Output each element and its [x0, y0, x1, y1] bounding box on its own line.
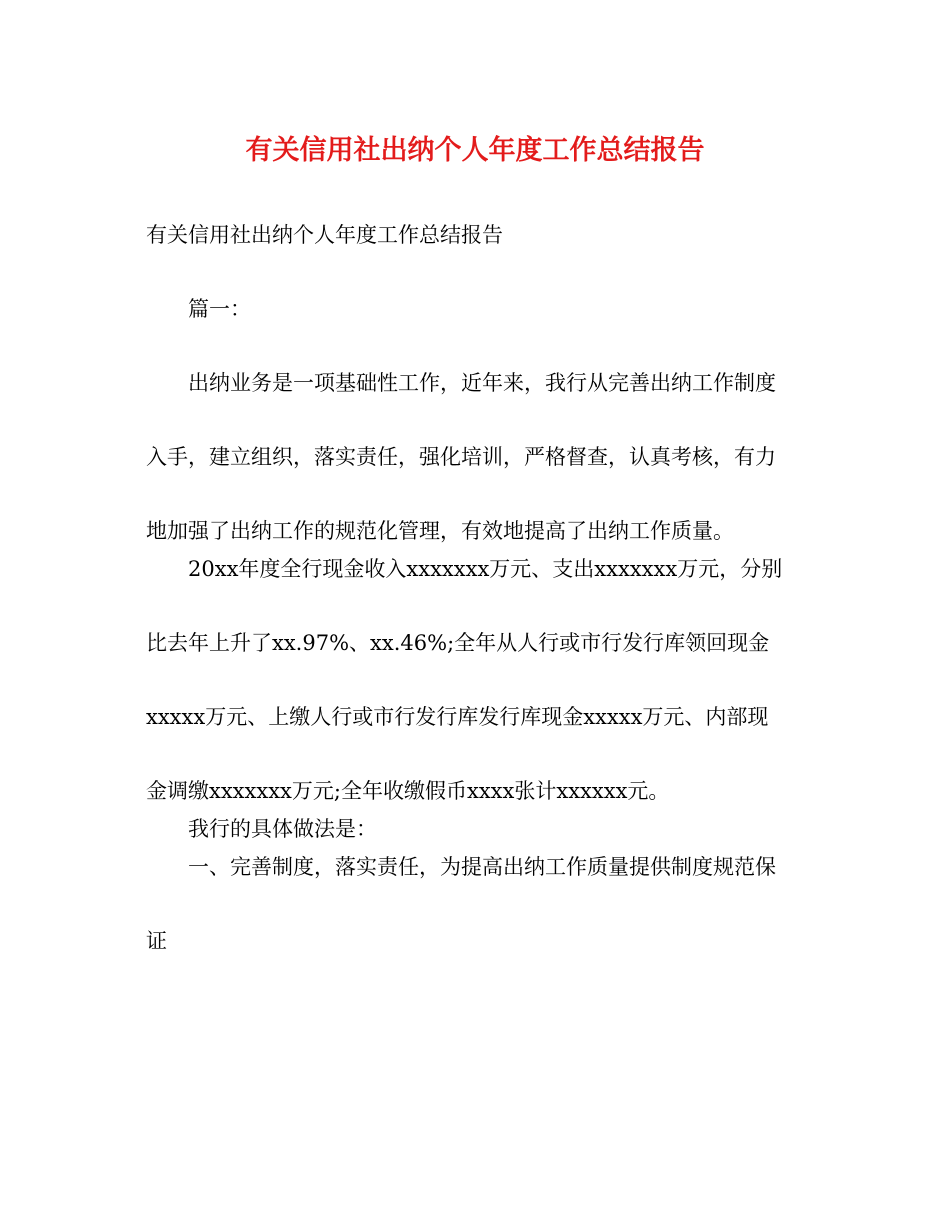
paragraph-line: xxxxx万元、上缴人行或市行发行库发行库现金xxxxx万元、内部现: [146, 705, 769, 729]
paragraph-line: 我行的具体做法是：: [188, 817, 377, 841]
paragraph-line: 一、完善制度，落实责任，为提高出纳工作质量提供制度规范保: [188, 855, 776, 879]
paragraph-line: 比去年上升了xx.97%、xx.46%;全年从人行或市行发行库领回现金: [146, 631, 770, 655]
paragraph-line: 20xx年度全行现金收入xxxxxxx万元、支出xxxxxxx万元，分别: [188, 557, 783, 581]
document-title: 有关信用社出纳个人年度工作总结报告: [245, 135, 705, 166]
section-label: 篇一：: [188, 297, 251, 321]
paragraph-line: 入手，建立组织，落实责任，强化培训，严格督查，认真考核，有力: [146, 445, 776, 469]
paragraph-2: [146, 550, 802, 810]
paragraph-1: [146, 364, 802, 550]
paragraph-3: [146, 810, 802, 848]
document-subtitle: 有关信用社出纳个人年度工作总结报告: [146, 223, 503, 247]
paragraph-4: [146, 848, 802, 960]
paragraph-line: 出纳业务是一项基础性工作，近年来，我行从完善出纳工作制度: [188, 371, 776, 395]
paragraph-line: 地加强了出纳工作的规范化管理，有效地提高了出纳工作质量。: [146, 519, 734, 543]
paragraph-line: 证: [146, 929, 167, 953]
document-body: [146, 216, 802, 960]
paragraph-line: 金调缴xxxxxxx万元;全年收缴假币xxxx张计xxxxxx元。: [146, 779, 670, 803]
